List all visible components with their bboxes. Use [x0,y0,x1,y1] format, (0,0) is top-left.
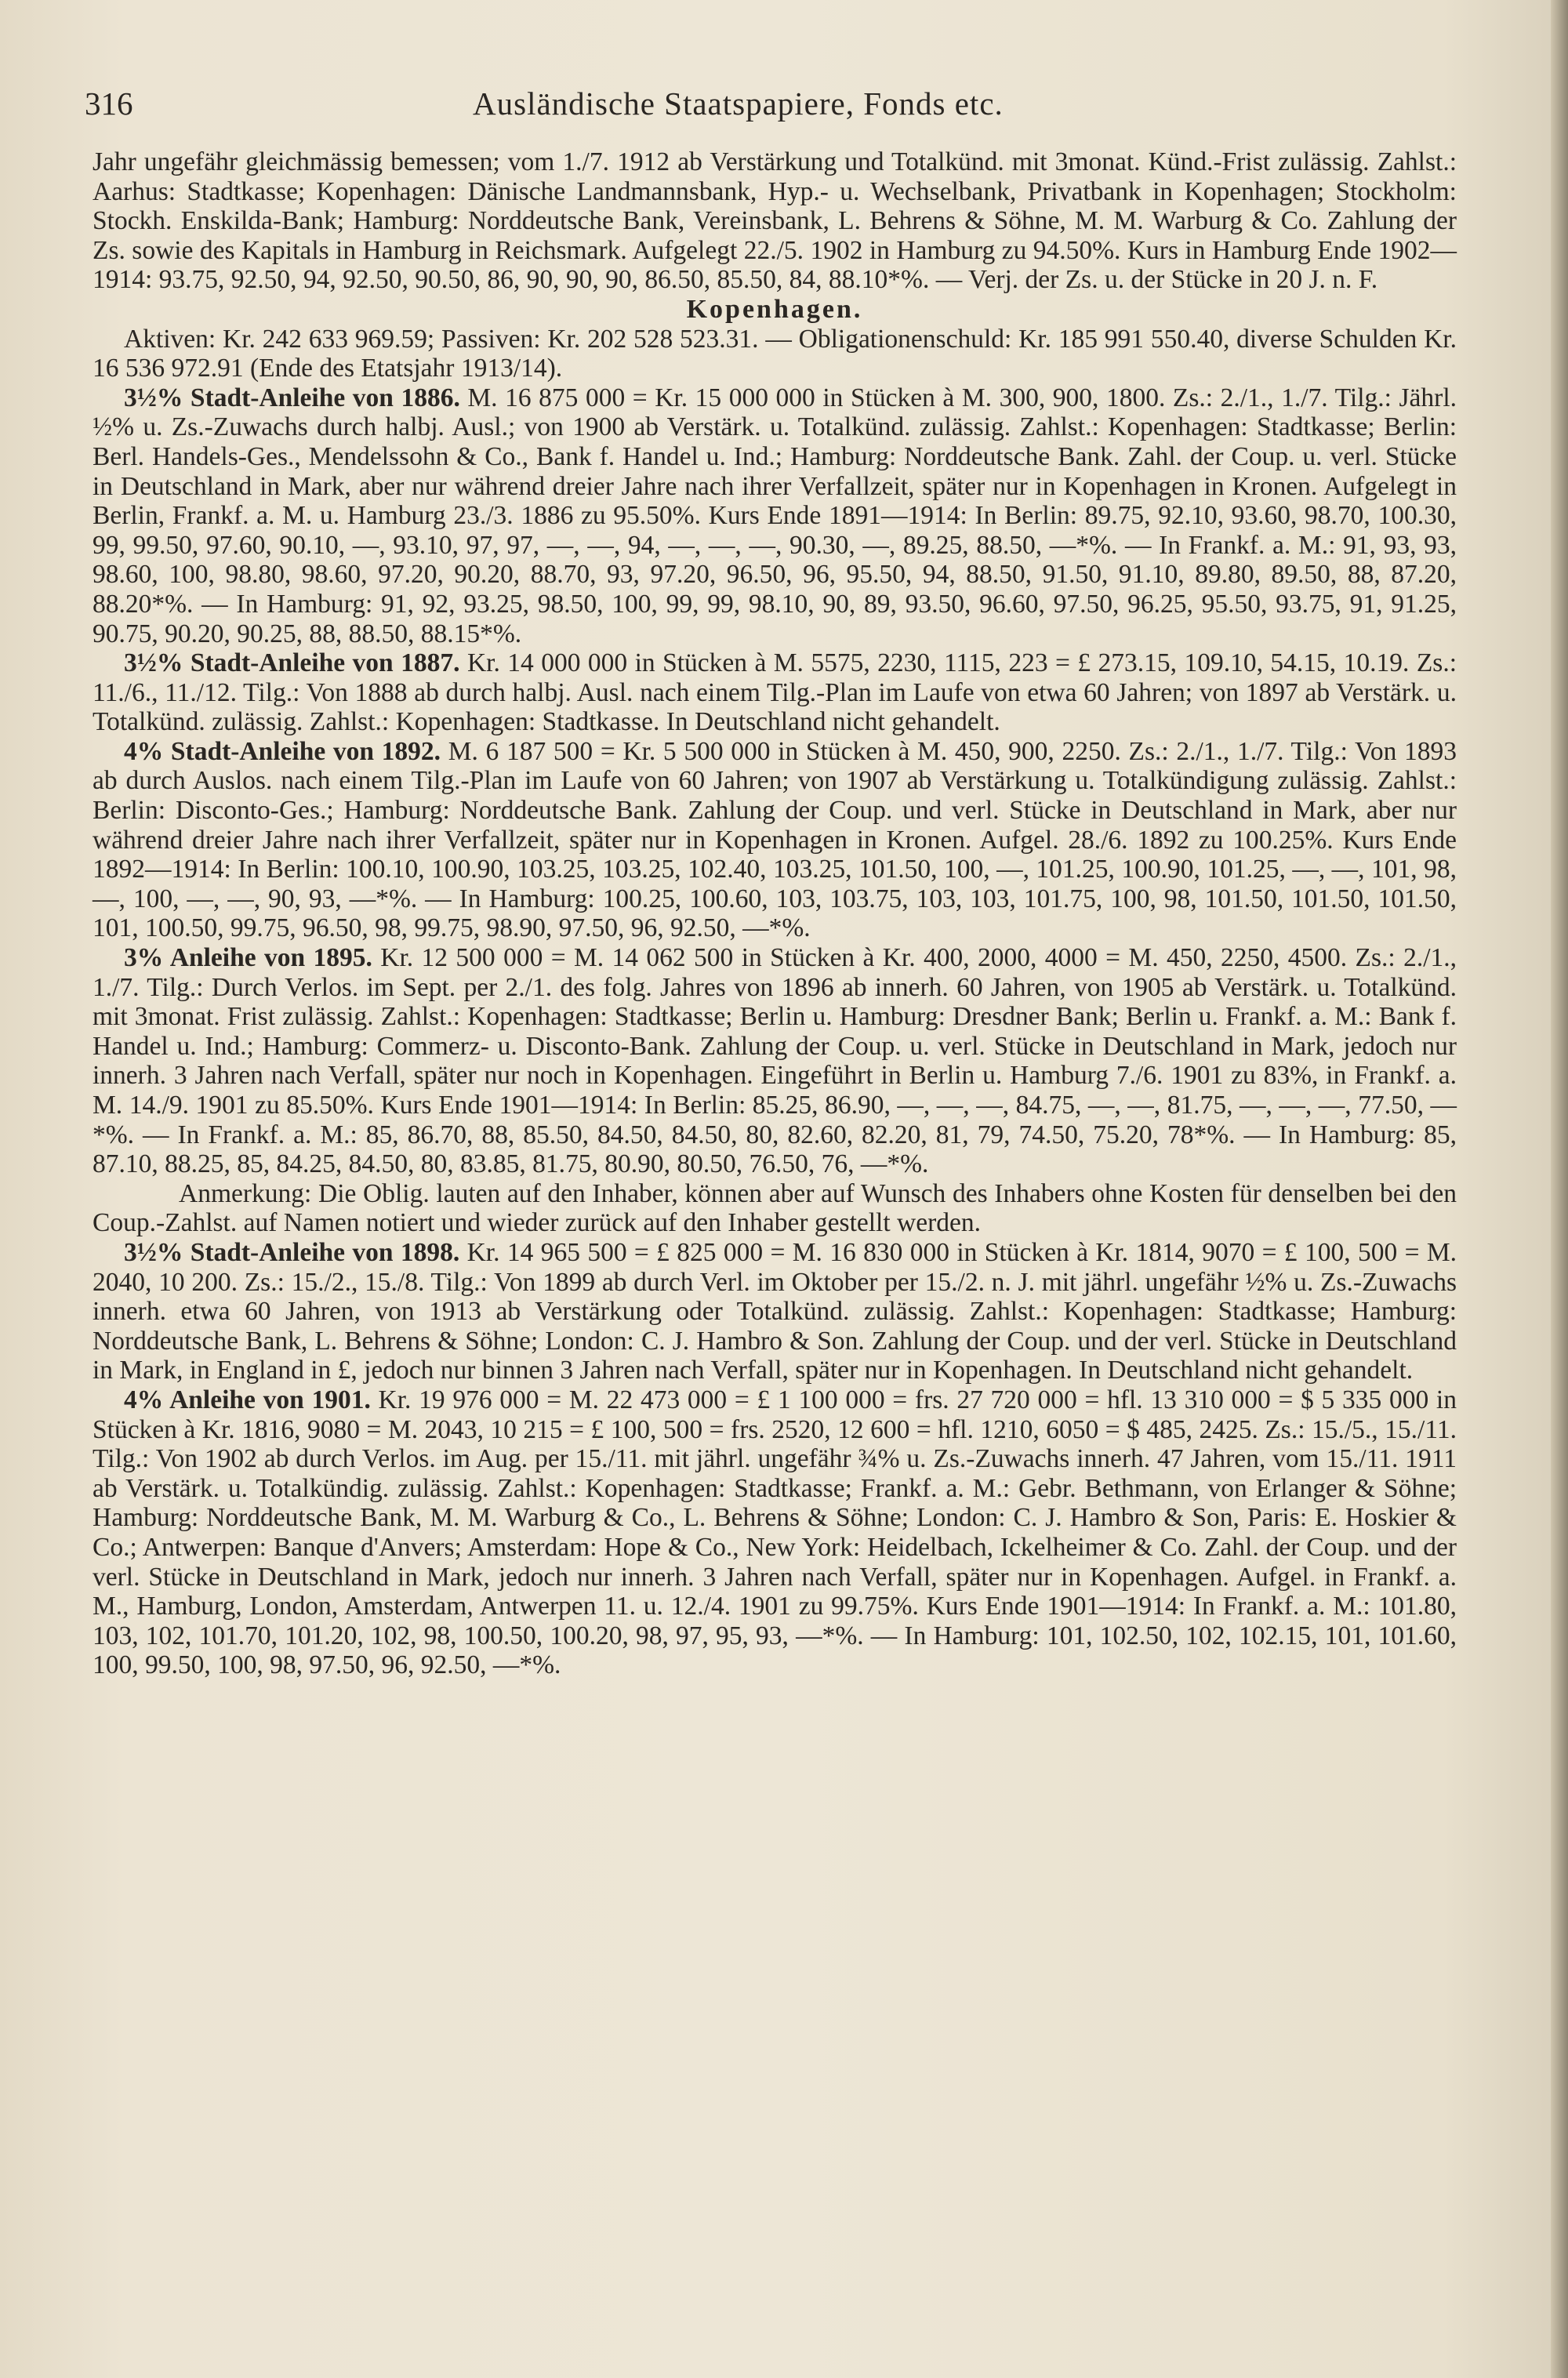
page-header [85,85,1465,132]
entry-lead: 3½% Stadt-Anleihe von 1887. [124,648,460,678]
entry-lead: 3½% Stadt-Anleihe von 1898. [124,1237,460,1267]
entry-1892 [93,737,1457,943]
entry-lead: 3% Anleihe von 1895. [124,943,372,973]
running-title: Ausländische Staatspapiere, Fonds etc. [473,85,1004,122]
entry-text: M. 6 187 500 = Kr. 5 500 000 in Stücken à M. 450, 900, 2250. Zs.: 2./1., 1./7. Tilg.: Von 1893 ab durch Auslos. nach einem Tilg.-Plan im Laufe von 60 Jahren; von 1907 ab Verstärkung u. Totalkündigung zulässig. Zahlst.: Berlin: Disconto-Ges.; Hamburg: Norddeutsche Bank. Zahlung der Coup. und verl. Stücke in Deutschland in Mark, aber nur während dreier Jahre nach ihrer Verfallzeit, später nur in Kopenhagen in Kronen. Aufgel. 28./6. 1892 zu 100.25%. Kurs Ende 1892—1914: In Berlin: 100.10, 100.90, 103.25, 103.25, 102.40, 103.25, 101.50, 100, —, 101.25, 100.90, 101.25, —, —, 101, 98, —, 100, —, —, 90, 93, —*%. — In Hamburg: 100.25, 100.60, 103, 103.75, 103, 103, 101.75, 100, 98, 101.50, 101.50, 101.50, 101, 100.50, 99.75, 96.50, 98, 99.75, 98.90, 97.50, 96, 92.50, —*%. [93,736,1457,943]
entry-1901 [93,1385,1457,1680]
entry-lead: 3½% Stadt-Anleihe von 1886. [124,383,460,412]
entry-text: Kr. 19 976 000 = M. 22 473 000 = £ 1 100 000 = frs. 27 720 000 = hfl. 13 310 000 = $ 5 335 000 in Stücken à Kr. 1816, 9080 = M. 2043, 10 215 = £ 100, 500 = frs. 2520, 12 600 = hfl. 1210, 6050 = $ 485, 2425. Zs.: 15./5., 15./11. Tilg.: Von 1902 ab durch Verlos. im Aug. per 15./11. mit jährl. ungefähr ¾% u. Zs.-Zuwachs innerh. 47 Jahren, vom 15./11. 1911 ab Verstärk. u. Totalkündig. zulässig. Zahlst.: Kopenhagen: Stadtkasse; Frankf. a. M.: Gebr. Bethmann, von Erlanger & Söhne; Hamburg: Norddeutsche Bank, M. M. Warburg & Co., L. Behrens & Söhne; London: C. J. Hambro & Son, Paris: E. Hoskier & Co.; Antwerpen: Banque d'Anvers; Amsterdam: Hope & Co., New York: Heidelbach, Ickelheimer & Co. Zahl. der Coup. und der verl. Stücke in Deutschland in Mark, jedoch nur innerh. 3 Jahren nach Verfall, später nur in Kopenhagen. Aufgel. in Frankf. a. M., Hamburg, London, Amsterdam, Antwerpen 11. u. 12./4. 1901 zu 99.75%. Kurs Ende 1901—1914: In Frankf. a. M.: 101.80, 103, 102, 101.70, 101.20, 102, 98, 100.50, 100.20, 98, 97, 95, 93, —*%. — In Hamburg: 101, 102.50, 102, 102.15, 101, 101.60, 100, 99.50, 100, 98, 97.50, 96, 92.50, —*%. [93,1385,1457,1680]
page-spine-shadow [1551,0,1568,2378]
section-title: Kopenhagen. [686,294,863,324]
entry-1895 [93,943,1457,1179]
entry-text: Kr. 14 000 000 in Stücken à M. 5575, 2230, 1115, 223 = £ 273.15, 109.10, 54.15, 10.19. Zs.: 11./6., 11./12. Tilg.: Von 1888 ab durch halbj. Ausl. nach einem Tilg.-Plan im Laufe von etwa 60 Jahren; von 1897 ab Verstärk. u. Totalkünd. zulässig. Zahlst.: Kopenhagen: Stadtkasse. In Deutschland nicht gehandelt. [93,648,1457,737]
intro-paragraph: Jahr ungefähr gleichmässig bemessen; vom 1./7. 1912 ab Verstärkung und Totalkünd. mit 3monat. Künd.-Frist zulässig. Zahlst.: Aarhus: Stadtkasse; Kopenhagen: Dänische Landmannsbank, Hyp.- u. Wechselbank, Privatbank in Kopenhagen; Stockholm: Stockh. Enskilda-Bank; Hamburg: Norddeutsche Bank, Vereinsbank, L. Behrens & Söhne, M. M. Warburg & Co. Zahlung der Zs. sowie des Kapitals in Hamburg in Reichsmark. Aufgelegt 22./5. 1902 in Hamburg zu 94.50%. Kurs in Hamburg Ende 1902—1914: 93.75, 92.50, 94, 92.50, 90.50, 86, 90, 90, 90, 86.50, 85.50, 84, 88.10*%. — Verj. der Zs. u. der Stücke in 20 J. n. F. [93,147,1457,295]
entry-1898 [93,1238,1457,1385]
entry-1886 [93,383,1457,648]
entry-text: M. 16 875 000 = Kr. 15 000 000 in Stücken à M. 300, 900, 1800. Zs.: 2./1., 1./7. Tilg.: Jährl. ½% u. Zs.-Zuwachs durch halbj. Ausl.; von 1900 ab Verstärk. u. Totalkünd. zulässig. Zahlst.: Kopenhagen: Stadtkasse; Berlin: Berl. Handels-Ges., Mendelssohn & Co., Bank f. Handel u. Ind.; Hamburg: Norddeutsche Bank. Zahl. der Coup. u. verl. Stücke in Deutschland in Mark, aber nur während dreier Jahre nach ihrer Verfallzeit, später nur in Kopenhagen in Kronen. Aufgelegt in Berlin, Frankf. a. M. u. Hamburg 23./3. 1886 zu 95.50%. Kurs Ende 1891—1914: In Berlin: 89.75, 92.10, 93.60, 98.70, 100.30, 99, 99.50, 97.60, 90.10, —, 93.10, 97, 97, —, —, 94, —, —, —, 90.30, —, 89.25, 88.50, —*%. — In Frankf. a. M.: 91, 93, 93, 98.60, 100, 98.80, 98.60, 97.20, 90.20, 88.70, 93, 97.20, 96.50, 96, 95.50, 94, 88.50, 91.50, 91.10, 89.80, 89.50, 88, 87.20, 88.20*%. — In Hamburg: 91, 92, 93.25, 98.50, 100, 99, 99, 98.10, 90, 89, 93.50, 96.60, 97.50, 96.25, 95.50, 93.75, 91, 91.25, 90.75, 90.20, 90.25, 88, 88.50, 88.15*%. [93,383,1457,648]
note-text: Anmerkung: Die Oblig. lauten auf den Inhaber, können aber auf Wunsch des Inhabers ohne Kosten für denselben bei den Coup.-Zahlst. auf Namen notiert und wieder zurück auf den Inhaber gestellt werden. [93,1178,1457,1238]
note-paragraph [93,1179,1457,1238]
entry-text: Kr. 14 965 500 = £ 825 000 = M. 16 830 000 in Stücken à Kr. 1814, 9070 = £ 100, 500 = M. 2040, 10 200. Zs.: 15./2., 15./8. Tilg.: Von 1899 ab durch Verl. im Oktober per 15./2. n. J. mit jährl. ungefähr ½% u. Zs.-Zuwachs innerh. etwa 60 Jahren, von 1913 ab Verstärkung oder Totalkünd. zulässig. Zahlst.: Kopenhagen: Stadtkasse; Hamburg: Norddeutsche Bank, L. Behrens & Söhne; London: C. J. Hambro & Son. Zahlung der Coup. und der verl. Stücke in Deutschland in Mark, in England in £, jedoch nur binnen 3 Jahren nach Verfall, später nur in Kopenhagen. In Deutschland nicht gehandelt. [93,1237,1457,1385]
summary-paragraph: Aktiven: Kr. 242 633 969.59; Passiven: Kr. 202 528 523.31. — Obligationenschuld: Kr. 185 991 550.40, diverse Schulden Kr. 16 536 972.91 (Ende des Etatsjahr 1913/14). [93,324,1457,383]
page-number: 316 [85,85,133,122]
page-body [93,147,1457,1680]
entry-1887 [93,648,1457,737]
entry-lead: 4% Anleihe von 1901. [124,1385,371,1414]
entry-text: Kr. 12 500 000 = M. 14 062 500 in Stücken à Kr. 400, 2000, 4000 = M. 450, 2250, 4500. Zs.: 2./1., 1./7. Tilg.: Durch Verlos. im Sept. per 2./1. des folg. Jahres von 1896 ab innerh. 60 Jahren, von 1905 ab Verstärk. u. Totalkünd. mit 3monat. Frist zulässig. Zahlst.: Kopenhagen: Stadtkasse; Berlin u. Hamburg: Dresdner Bank; Berlin u. Frankf. a. M.: Bank f. Handel u. Ind.; Hamburg: Commerz- u. Disconto-Bank. Zahlung der Coup. u. verl. Stücke in Deutschland in Mark, jedoch nur innerh. 3 Jahren nach Verfall, später nur noch in Kopenhagen. Eingeführt in Berlin u. Hamburg 7./6. 1901 zu 83%, in Frankf. a. M. 14./9. 1901 zu 85.50%. Kurs Ende 1901—1914: In Berlin: 85.25, 86.90, —, —, —, 84.75, —, —, 81.75, —, —, —, 77.50, —*%. — In Frankf. a. M.: 85, 86.70, 88, 85.50, 84.50, 84.50, 80, 82.60, 82.20, 81, 79, 74.50, 75.20, 78*%. — In Hamburg: 85, 87.10, 88.25, 85, 84.25, 84.50, 80, 83.85, 81.75, 80.90, 80.50, 76.50, 76, —*%. [93,943,1457,1179]
entry-lead: 4% Stadt-Anleihe von 1892. [124,736,441,766]
